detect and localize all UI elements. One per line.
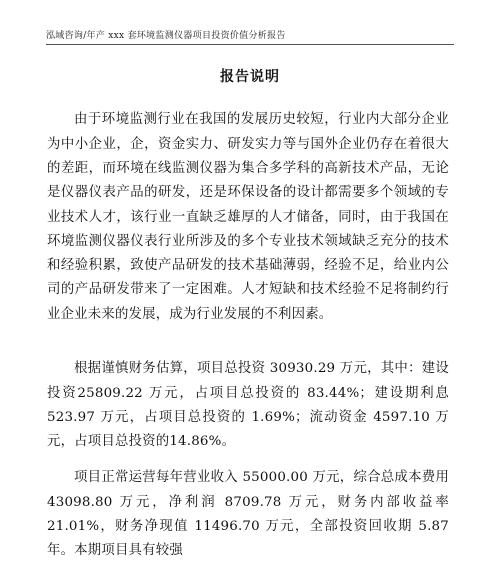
running-header: 泓域咨询/年产 xxx 套环境监测仪器项目投资价值分析报告 bbox=[46, 31, 286, 41]
paragraph-investment-estimate: 根据谨慎财务估算，项目总投资 30930.29 万元，其中：建设投资25809.22 万元，占项目总投资的 83.44%；建设期利息 523.97 万元，占项目总投资的 1.69%；流动资金 4597.10 万元，占项目总投资的14.86%。 bbox=[47, 361, 449, 450]
header-divider bbox=[46, 44, 454, 45]
paragraph-industry-background: 由于环境监测行业在我国的发展历史较短，行业内大部分企业为中小企业，企，资金实力、研发实力等与国外企业仍存在着很大的差距，而环境在线监测仪器为集合多学科的高新技术产品，无论是仪器仪表产品的研发，还是环保设备的设计都需要多个领域的专业技术人才，该行业一直缺乏雄厚的人才储备，同时，由于我国在环境监测仪器仪表行业所涉及的多个专业技术领域缺乏充分的技术和经验积累，致使产品研发的技术基础薄弱，经验不足，给业内公司的产品研发带来了一定困难。人才短缺和技术经验不足将制约行业企业未来的发展，成为行业发展的不利因素。 bbox=[47, 112, 449, 322]
report-title: 报告说明 bbox=[220, 69, 280, 85]
paragraph-operating-revenue: 项目正常运营每年营业收入 55000.00 万元，综合总成本费用43098.80 万元，净利润 8709.78 万元，财务内部收益率 21.01%，财务净现值 11496.70 万元，全部投资回收期 5.87 年。本期项目具有较强 bbox=[47, 470, 449, 559]
